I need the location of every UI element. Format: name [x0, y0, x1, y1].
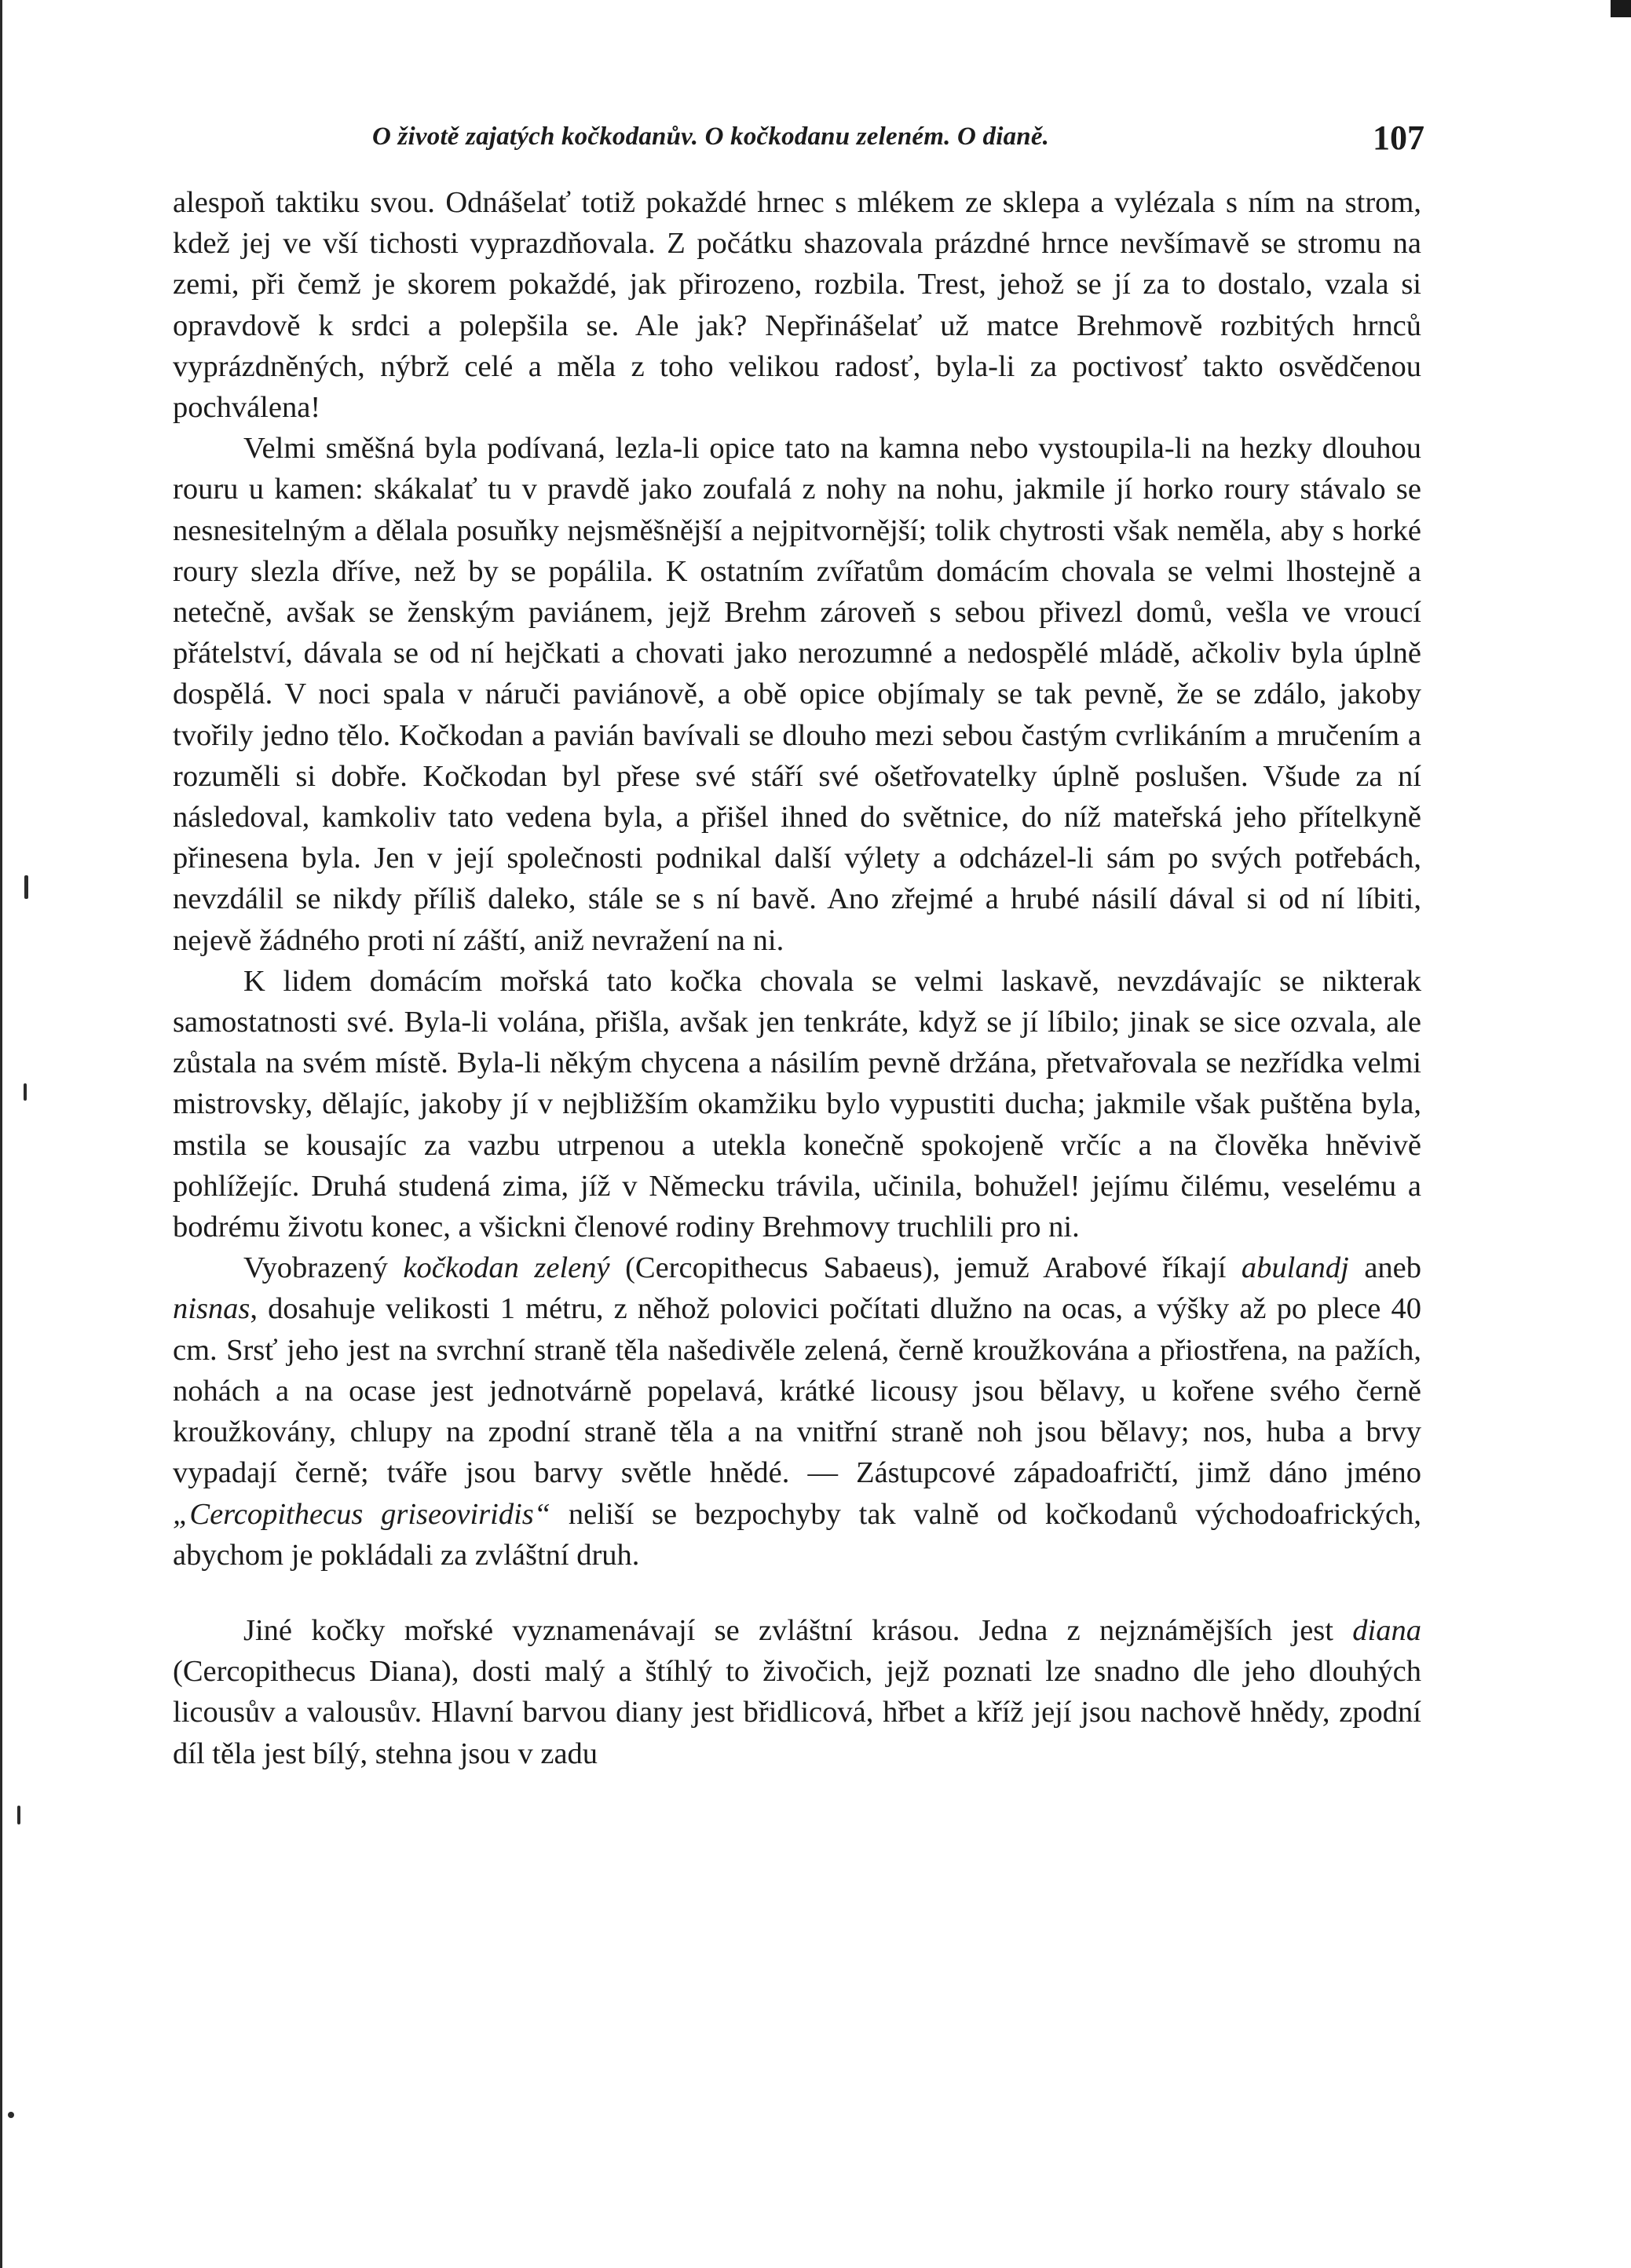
paragraph-behaviour-toward-people: K lidem domácím mořská tato kočka chovala se velmi laskavě, nevzdávajíc se nikterak samostatnosti své. Byla-li volána, přišla, avšak jen tenkráte, když se jí líbilo; jinak se sice ozvala, ale zůstala na svém místě. Byla-li někým chycena a násilím pevně držána, přetvařovala se nezřídka velmi mistrovsky, dělajíc, jakoby jí v nejbližším okamžiku bylo vypustiti ducha; jakmile však puštěna byla, mstila se kousajíc za vazbu utrpenou a utekla konečně spokojeně vrčíc a na člověka hněvivě pohlížejíc. Druhá studená zima, jíž v Německu trávila, učinila, bohužel! jejímu čilému, veselému a bodrému životu konec, a všickni členové rodiny Brehmovy truchlili pro ni. — [173, 964, 1421, 1244]
arabic-name-italic: nisnas — [173, 1292, 251, 1326]
text-run: (Cercopithecus Sabaeus), jemuž Arabové říkají — [609, 1251, 1242, 1285]
page-number: 107 — [1373, 119, 1424, 157]
running-head — [372, 118, 1424, 165]
paragraph-continuation: alespoň taktiku svou. Odnášelať totiž pokaždé hrnec s mlékem ze sklepa a vylézala s ním na strom, kdež jej ve vší tichosti vyprazdňovala. Z počátku shazovala prázdné hrnce nevšímavě se stromu na zemi, při čemž je skorem pokaždé, jak přirozeno, rozbila. Trest, jehož se jí za to dostalo, vzala si opravdově k srdci a polepšila se. Ale jak? Nepřinášelať už matce Brehmově rozbitých hrnců vyprázdněných, nýbrž celé a měla z toho velikou radosť, byla-li za poctivosť takto osvědčenou pochválena! — [173, 186, 1421, 425]
text-run: neliší se bezpochyby tak valně od kočkodanů východoafrických, abychom je pokládali za zvláštní druh. — [173, 1497, 1421, 1572]
margin-scan-mark — [17, 1806, 20, 1824]
margin-scan-mark — [8, 2112, 14, 2118]
margin-scan-mark — [24, 1083, 27, 1101]
text-run: Vyobrazený — [243, 1251, 404, 1285]
species-name-italic: diana — [1352, 1613, 1421, 1647]
species-name-italic: kočkodan zelený — [403, 1251, 610, 1285]
page-edge — [0, 0, 2, 2268]
margin-scan-mark — [24, 875, 28, 899]
text-run: Jiné kočky mořské vyznamenávají se zvláštní krásou. Jedna z nejznámějších jest — [243, 1613, 1353, 1647]
text-run: aneb — [1348, 1251, 1421, 1285]
latin-name-italic: „Cercopithecus griseoviridis“ — [173, 1497, 551, 1531]
paragraph-stove-anecdote: Velmi směšná byla podívaná, lezla-li opice tato na kamna nebo vystoupila-li na hezky dlouhou rouru u kamen: skákalať tu v pravdě jako zoufalá z nohy na nohu, jakmile jí horko roury stávalo se nesnesitelným a dělala posuňky nejsměšnější a nejpitvornější; tolik chytrosti však neměla, aby s horké roury slezla dříve, než by se popálila. K ostatním zvířatům domácím chovala se velmi lhostejně a netečně, avšak se ženským paviánem, jejž Brehm zároveň s sebou přivezl domů, vešla ve vroucí přátelství, dávala se od ní hejčkati a chovati jako nerozumné a nedospělé mládě, ačkoliv byla úplně dospělá. V noci spala v náruči paviánově, a obě opice objímaly se tak pevně, že se zdálo, jakoby tvořily jedno tělo. Kočkodan a pavián bavívali se dlouho mezi sebou častým cvrlikáním a mručením a rozuměli si dobře. Kočkodan byl přese své stáří své ošetřovatelky úplně poslušen. Všude za ní následoval, kamkoliv tato vedena byla, a přišel ihned do světnice, do níž mateřská jeho přítelkyně přinesena byla. Jen v její společnosti podnikal další výlety a odcházel-li sám po svých potřebách, nevzdálil se nikdy příliš daleko, stále se s ní bavě. Ano zřejmé a hrubé násilí dával si od ní líbiti, nejevě žádného proti ní záští, aniž nevražení na ni. — [173, 432, 1421, 957]
paragraph-diana-monkey — [173, 1610, 1421, 1774]
corner-scan-mark — [1611, 0, 1631, 17]
text-run: (Cercopithecus Diana), dosti malý a štíhlý to živočich, jejž poznati lze snadno dle jeho dlouhých licousův a valousův. Hlavní barvou diany jest břidlicová, hřbet a kříž její jsou nachově hnědy, zpodní díl těla jest bílý, stehna jsou v zadu — [173, 1655, 1421, 1770]
paragraph-green-monkey-description — [173, 1247, 1421, 1576]
arabic-name-italic: abulandj — [1241, 1251, 1349, 1285]
text-run: , dosahuje velikosti 1 métru, z něhož polovici počítati dlužno na ocas, a výšky až po plece 40 cm. Srsť jeho jest na svrchní straně těla našedivěle zelená, černě kroužkována a přiostřena, na pažích, nohách a na ocase jest jednotvárně popelavá, krátké licousy jsou bělavy, u kořene svého černě kroužkovány, chlupy na zpodní straně těla a na vnitřní straně noh jsou bělavy; nos, huba a brvy vypadají černě; tváře jsou barvy světle hnědé. — Zástupcové západoafričtí, jimž dáno jméno — [173, 1292, 1421, 1490]
running-title: O životě zajatých kočkodanův. O kočkodanu zeleném. O dianě. — [372, 122, 1050, 151]
page-body — [173, 182, 1421, 1774]
